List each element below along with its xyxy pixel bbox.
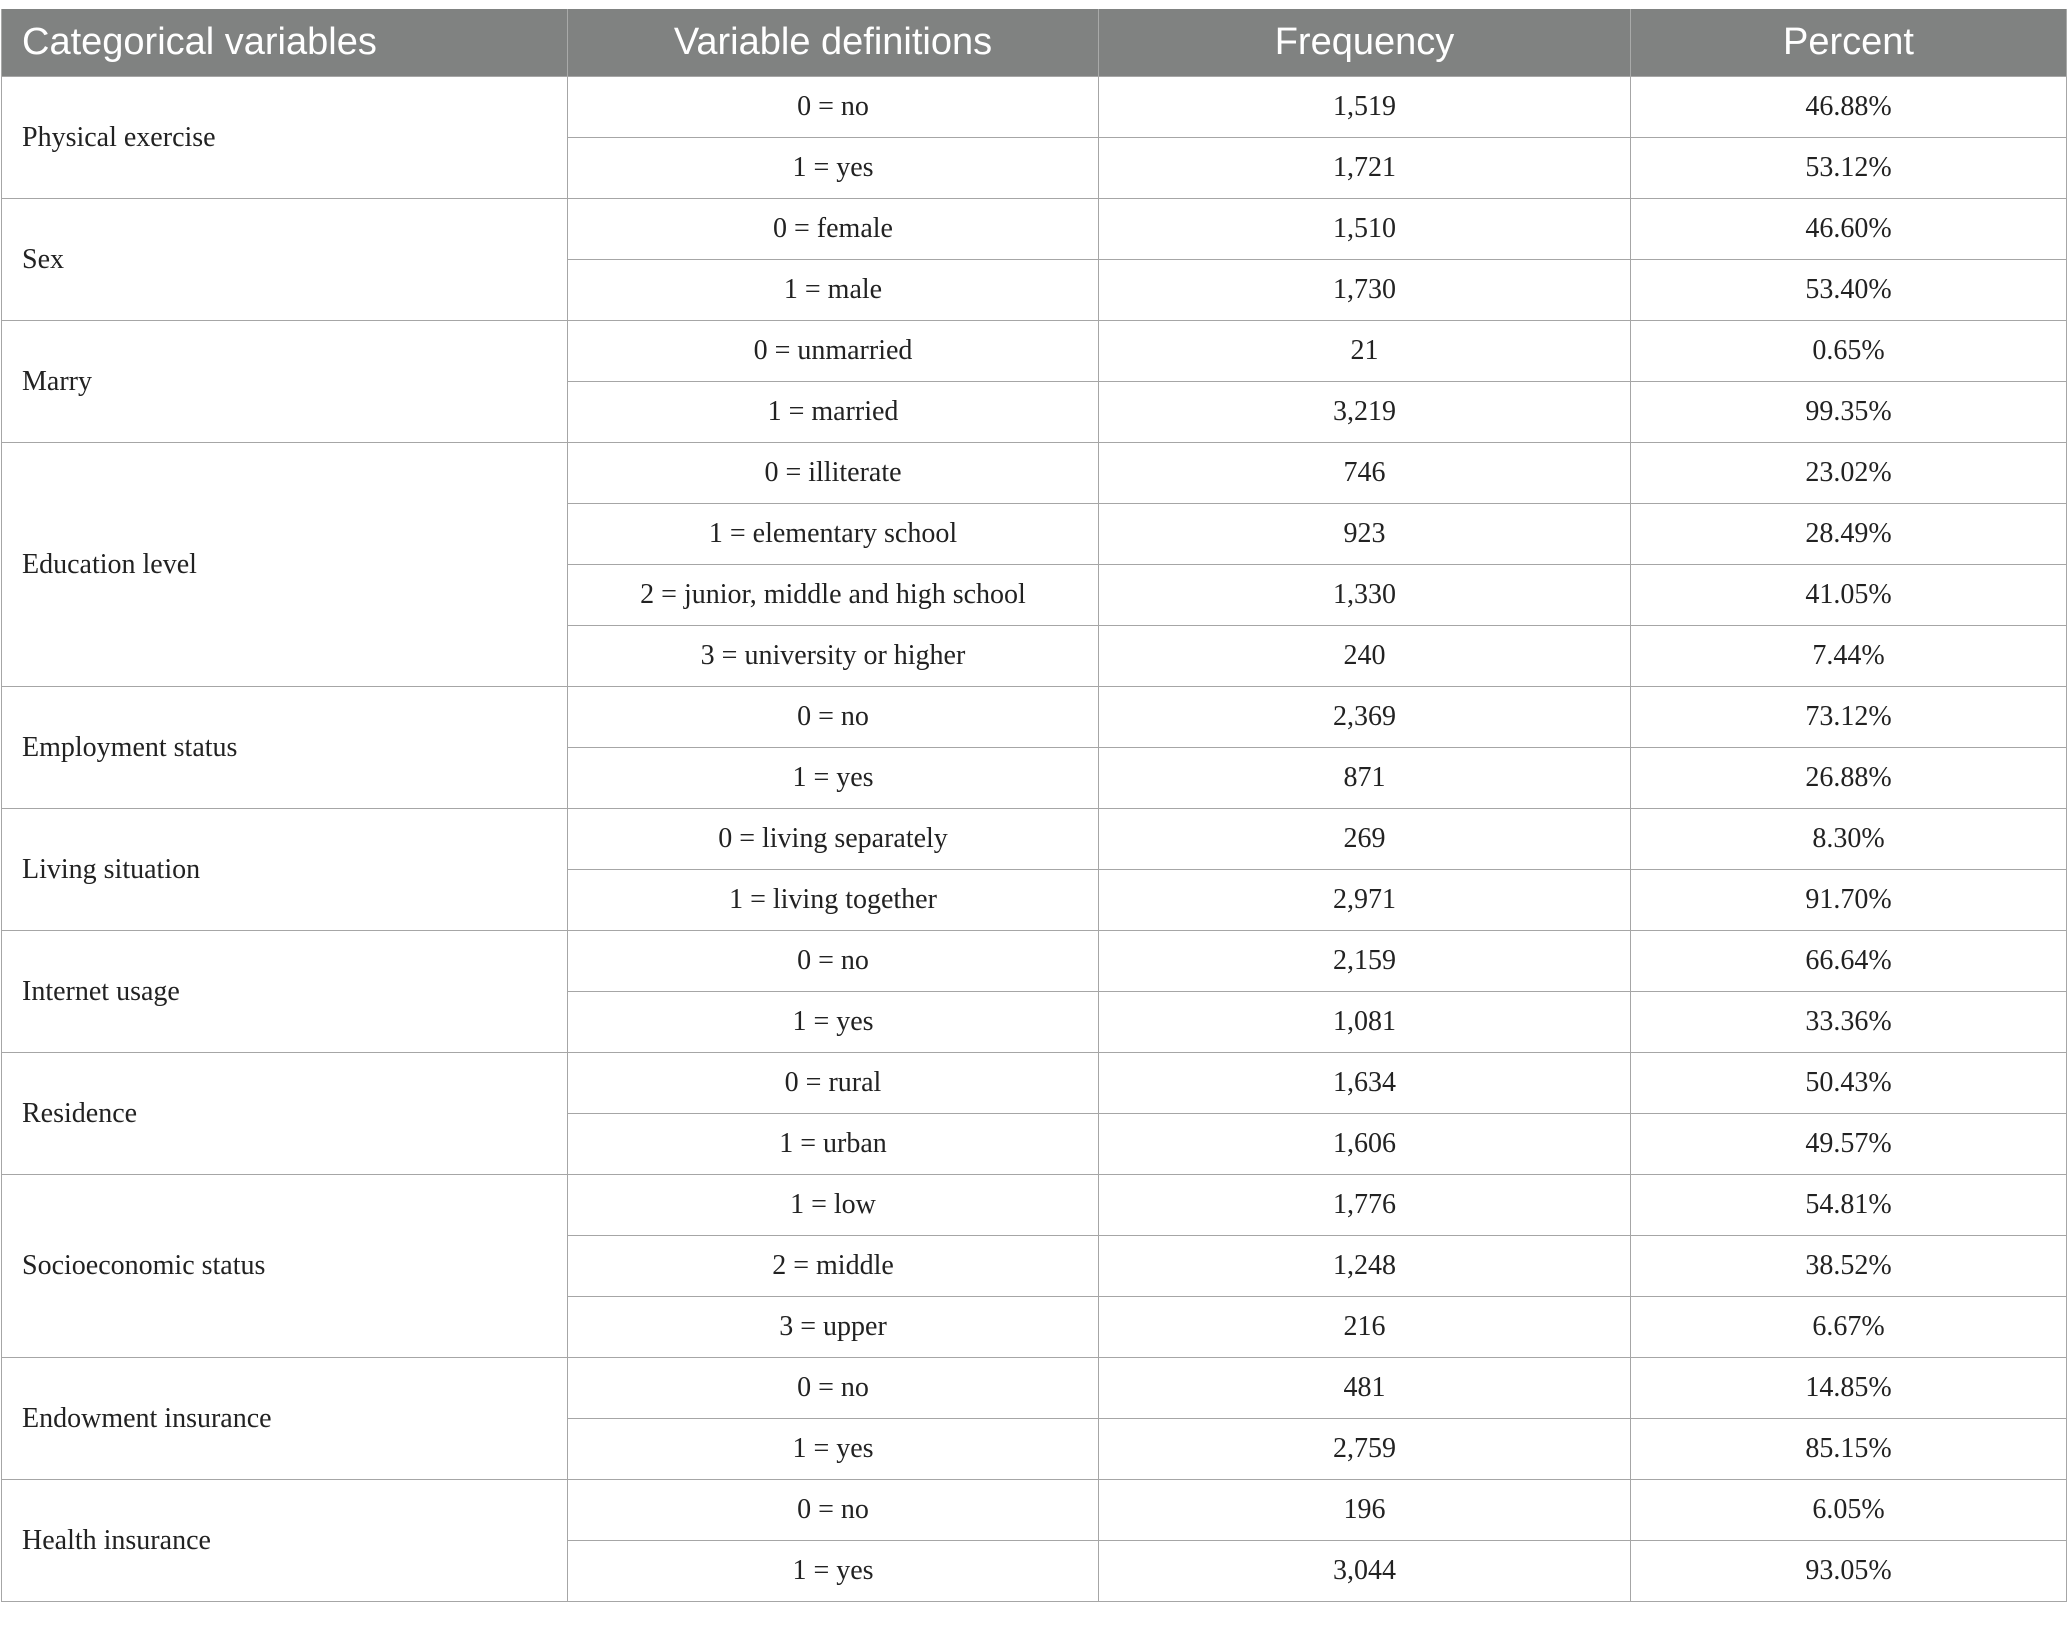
definition-cell: 1 = urban <box>568 1114 1099 1175</box>
definition-cell: 0 = no <box>568 687 1099 748</box>
percent-cell: 73.12% <box>1631 687 2067 748</box>
percent-cell: 66.64% <box>1631 931 2067 992</box>
percent-cell: 85.15% <box>1631 1419 2067 1480</box>
frequency-cell: 3,044 <box>1099 1541 1631 1602</box>
percent-cell: 14.85% <box>1631 1358 2067 1419</box>
category-cell: Socioeconomic status <box>2 1175 568 1358</box>
definition-cell: 1 = elementary school <box>568 504 1099 565</box>
table-row <box>2 931 2067 992</box>
table-row <box>2 1053 2067 1114</box>
header-row <box>2 9 2067 77</box>
definition-cell: 1 = yes <box>568 748 1099 809</box>
header-frequency: Frequency <box>1099 9 1631 77</box>
frequency-cell: 2,159 <box>1099 931 1631 992</box>
frequency-cell: 196 <box>1099 1480 1631 1541</box>
definition-cell: 1 = married <box>568 382 1099 443</box>
percent-cell: 99.35% <box>1631 382 2067 443</box>
frequency-cell: 3,219 <box>1099 382 1631 443</box>
frequency-cell: 923 <box>1099 504 1631 565</box>
frequency-cell: 1,248 <box>1099 1236 1631 1297</box>
definition-cell: 0 = illiterate <box>568 443 1099 504</box>
definition-cell: 3 = university or higher <box>568 626 1099 687</box>
percent-cell: 91.70% <box>1631 870 2067 931</box>
frequency-cell: 1,519 <box>1099 77 1631 138</box>
frequency-cell: 2,971 <box>1099 870 1631 931</box>
percent-cell: 46.60% <box>1631 199 2067 260</box>
definition-cell: 0 = female <box>568 199 1099 260</box>
frequency-cell: 2,369 <box>1099 687 1631 748</box>
category-cell: Employment status <box>2 687 568 809</box>
category-cell: Living situation <box>2 809 568 931</box>
category-cell: Residence <box>2 1053 568 1175</box>
category-cell: Marry <box>2 321 568 443</box>
percent-cell: 6.05% <box>1631 1480 2067 1541</box>
table-row <box>2 443 2067 504</box>
percent-cell: 8.30% <box>1631 809 2067 870</box>
definition-cell: 1 = male <box>568 260 1099 321</box>
category-cell: Education level <box>2 443 568 687</box>
percent-cell: 0.65% <box>1631 321 2067 382</box>
percent-cell: 23.02% <box>1631 443 2067 504</box>
frequency-cell: 2,759 <box>1099 1419 1631 1480</box>
percent-cell: 93.05% <box>1631 1541 2067 1602</box>
category-cell: Health insurance <box>2 1480 568 1602</box>
frequency-cell: 746 <box>1099 443 1631 504</box>
frequency-cell: 269 <box>1099 809 1631 870</box>
table-row <box>2 199 2067 260</box>
frequency-cell: 1,634 <box>1099 1053 1631 1114</box>
table-row <box>2 809 2067 870</box>
percent-cell: 49.57% <box>1631 1114 2067 1175</box>
definition-cell: 1 = yes <box>568 1419 1099 1480</box>
table-row <box>2 687 2067 748</box>
definition-cell: 3 = upper <box>568 1297 1099 1358</box>
percent-cell: 54.81% <box>1631 1175 2067 1236</box>
percent-cell: 50.43% <box>1631 1053 2067 1114</box>
frequency-cell: 21 <box>1099 321 1631 382</box>
percent-cell: 33.36% <box>1631 992 2067 1053</box>
header-percent: Percent <box>1631 9 2067 77</box>
definition-cell: 1 = yes <box>568 138 1099 199</box>
definition-cell: 1 = yes <box>568 992 1099 1053</box>
table-row <box>2 1358 2067 1419</box>
definition-cell: 1 = yes <box>568 1541 1099 1602</box>
frequency-cell: 1,776 <box>1099 1175 1631 1236</box>
header-categorical-variables: Categorical variables <box>2 9 568 77</box>
table-row <box>2 321 2067 382</box>
percent-cell: 7.44% <box>1631 626 2067 687</box>
categorical-variables-table <box>1 9 2067 1602</box>
definition-cell: 0 = unmarried <box>568 321 1099 382</box>
definition-cell: 0 = no <box>568 1480 1099 1541</box>
percent-cell: 53.12% <box>1631 138 2067 199</box>
percent-cell: 26.88% <box>1631 748 2067 809</box>
definition-cell: 0 = no <box>568 1358 1099 1419</box>
frequency-cell: 1,081 <box>1099 992 1631 1053</box>
percent-cell: 41.05% <box>1631 565 2067 626</box>
percent-cell: 28.49% <box>1631 504 2067 565</box>
frequency-cell: 481 <box>1099 1358 1631 1419</box>
frequency-cell: 1,721 <box>1099 138 1631 199</box>
frequency-cell: 240 <box>1099 626 1631 687</box>
category-cell: Sex <box>2 199 568 321</box>
definition-cell: 0 = rural <box>568 1053 1099 1114</box>
definition-cell: 0 = no <box>568 931 1099 992</box>
category-cell: Physical exercise <box>2 77 568 199</box>
definition-cell: 1 = living together <box>568 870 1099 931</box>
definition-cell: 2 = junior, middle and high school <box>568 565 1099 626</box>
table-row <box>2 1175 2067 1236</box>
frequency-cell: 1,330 <box>1099 565 1631 626</box>
frequency-cell: 871 <box>1099 748 1631 809</box>
definition-cell: 2 = middle <box>568 1236 1099 1297</box>
frequency-cell: 1,510 <box>1099 199 1631 260</box>
table-row <box>2 77 2067 138</box>
category-cell: Endowment insurance <box>2 1358 568 1480</box>
definition-cell: 0 = living separately <box>568 809 1099 870</box>
definition-cell: 0 = no <box>568 77 1099 138</box>
percent-cell: 46.88% <box>1631 77 2067 138</box>
table-row <box>2 1480 2067 1541</box>
definition-cell: 1 = low <box>568 1175 1099 1236</box>
percent-cell: 53.40% <box>1631 260 2067 321</box>
frequency-cell: 1,606 <box>1099 1114 1631 1175</box>
header-variable-definitions: Variable definitions <box>568 9 1099 77</box>
frequency-cell: 216 <box>1099 1297 1631 1358</box>
percent-cell: 6.67% <box>1631 1297 2067 1358</box>
table-body <box>2 77 2067 1602</box>
percent-cell: 38.52% <box>1631 1236 2067 1297</box>
frequency-cell: 1,730 <box>1099 260 1631 321</box>
category-cell: Internet usage <box>2 931 568 1053</box>
